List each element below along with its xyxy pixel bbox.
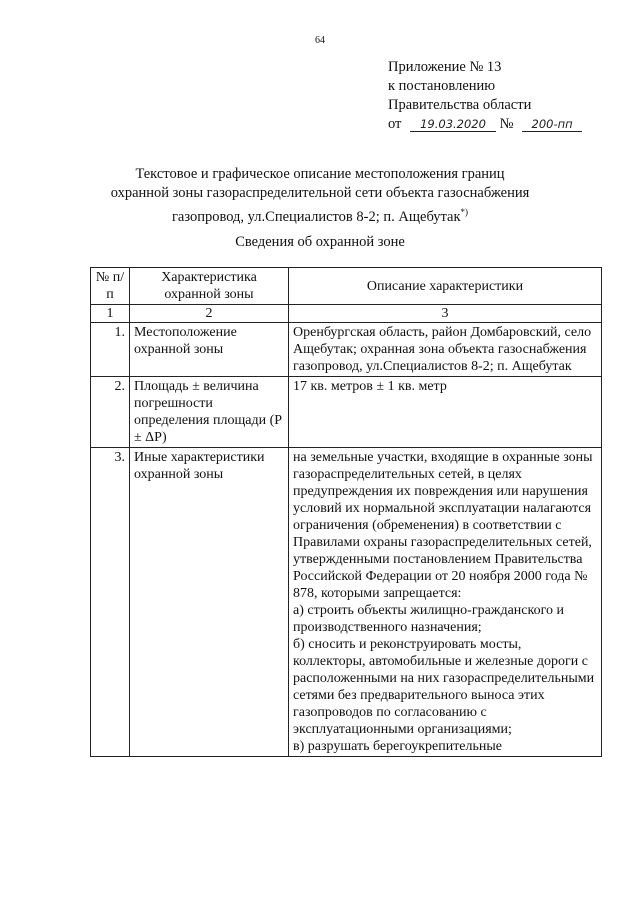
row-description: Оренбургская область, район Домбаровский, село Ащебутак; охранная зона объекта газоснабжения газопровод, ул.Специалистов 8-2; п. Ащебутак	[289, 323, 602, 377]
appendix-line-3: Правительства области	[388, 97, 532, 113]
zone-info-table	[90, 267, 602, 757]
title-line-3-text: газопровод, ул.Специалистов 8-2; п. Ащебутак	[171, 208, 461, 225]
table-header-row	[91, 268, 602, 305]
restrictions-intro: на земельные участки, входящие в охранные зоны газораспределительных сетей, в целях предупреждения их повреждения или нарушения условий их нормальной эксплуатации налагаются ограничения (обременения) в соответствии с Правилами охраны газораспределительных сетей, утвержденными постановлением Правительства Российской Федерации от 20 ноября 2000 года № 878, которыми запрещается:	[293, 450, 593, 601]
appendix-block	[388, 58, 582, 134]
title-line-3	[90, 203, 550, 227]
table-row	[91, 377, 602, 448]
restriction-item-b: б) сносить и реконструировать мосты, коллекторы, автомобильные и железные дороги с расположенными на них газораспределительными сетями без предварительного выноса этих газопроводов по согласованию с эксплуатационными организациями;	[293, 637, 595, 737]
title-line-1: Текстовое и графическое описание местоположения границ	[135, 166, 505, 182]
header-characteristic: Характеристика охранной зоны	[130, 268, 289, 305]
header-description: Описание характеристики	[289, 268, 602, 305]
row-number: 1.	[91, 323, 130, 377]
row-number: 2.	[91, 377, 130, 448]
appendix-line-1: Приложение № 13	[388, 59, 502, 75]
column-number-3: 3	[289, 305, 602, 323]
document-title	[90, 165, 550, 227]
column-numbering-row	[91, 305, 602, 323]
table-row	[91, 323, 602, 377]
row-description	[289, 448, 602, 757]
restriction-item-a: а) строить объекты жилищно-гражданского и производственного назначения;	[293, 603, 564, 635]
handwritten-number: 200-пп	[522, 118, 582, 132]
header-number: № п/п	[91, 268, 130, 305]
row-description: 17 кв. метров ± 1 кв. метр	[289, 377, 602, 448]
row-number: 3.	[91, 448, 130, 757]
number-label: №	[499, 116, 514, 132]
section-subtitle: Сведения об охранной зоне	[235, 234, 405, 250]
handwritten-date: 19.03.2020	[410, 118, 496, 132]
row-characteristic: Иные характеристики охранной зоны	[130, 448, 289, 757]
table-row	[91, 448, 602, 757]
from-label: от	[388, 116, 402, 132]
column-number-2: 2	[130, 305, 289, 323]
restriction-item-c: в) разрушать берегоукрепительные	[293, 739, 503, 754]
title-line-2: охранной зоны газораспределительной сети объекта газоснабжения	[110, 185, 530, 201]
appendix-date-line	[388, 115, 582, 134]
column-number-1: 1	[91, 305, 130, 323]
row-characteristic: Местоположение охранной зоны	[130, 323, 289, 377]
row-characteristic: Площадь ± величина погрешности определения площади (Р ± ΔР)	[130, 377, 289, 448]
page-number: 64	[315, 35, 325, 46]
footnote-mark: *)	[460, 207, 469, 217]
appendix-line-2: к постановлению	[388, 78, 496, 94]
